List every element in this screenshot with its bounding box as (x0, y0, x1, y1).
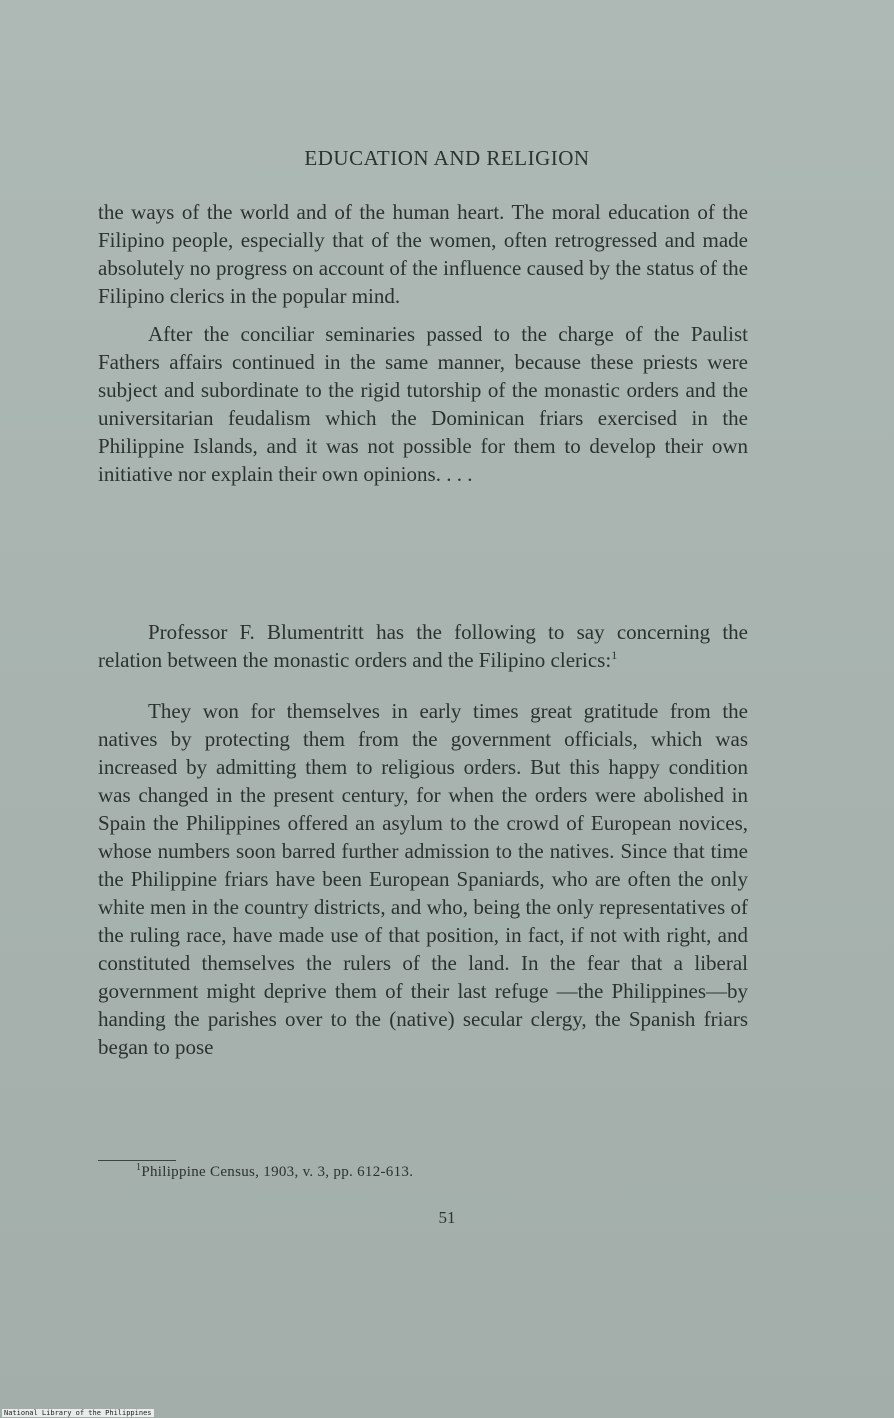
footnote-marker: 1 (136, 1162, 142, 1173)
text-block-2 (98, 618, 748, 674)
paragraph-1: the ways of the world and of the human heart. The moral education of the Filipino people, especially that of the women, often retrogressed and made absolutely no progress on account of the influence caused by the status of the Filipino clerics in the popular mind. (98, 200, 748, 308)
paragraph-4: They won for themselves in early times great gratitude from the natives by protecting them from the government officials, which was increased by admitting them to religious orders. But this happy condition was changed in the present century, for when the orders were abolished in Spain the Philippines offered an asylum to the crowd of European novices, whose numbers soon barred further admission to the natives. Since that time the Philippine friars have been European Spaniards, who are often the only white men in the country districts, and who, being the only representatives of the ruling race, have made use of that position, in fact, if not with right, and constituted themselves the rulers of the land. In the fear that a liberal government might deprive them of their last refuge —the Philippines—by handing the parishes over to the (native) secular clergy, the Spanish friars began to pose (98, 699, 748, 1059)
block-quote (98, 697, 748, 1061)
footnote (136, 1164, 413, 1181)
text-block-1 (98, 198, 748, 488)
paragraph-3 (98, 618, 748, 674)
footnote-divider (98, 1160, 176, 1161)
paragraph-2: After the conciliar seminaries passed to the charge of the Paulist Fathers affairs continued in the same manner, because these priests were subject and subordinate to the rigid tutorship of the monastic orders and the universitarian feudalism which the Dominican friars exercised in the Philippine Islands, and it was not possible for them to develop their own initiative nor explain their own opinions. . . . (98, 322, 748, 486)
library-credit: National Library of the Philippines (4, 1409, 152, 1417)
footnote-reference: 1 (611, 648, 618, 662)
footnote-text: Philippine Census, 1903, v. 3, pp. 612-613. (141, 1164, 414, 1180)
running-title: EDUCATION AND RELIGION (304, 146, 590, 170)
paragraph-3-text: Professor F. Blumentritt has the following to say concerning the relation between the monastic orders and the Filipino clerics: (98, 620, 748, 672)
page-number: 51 (438, 1208, 456, 1227)
